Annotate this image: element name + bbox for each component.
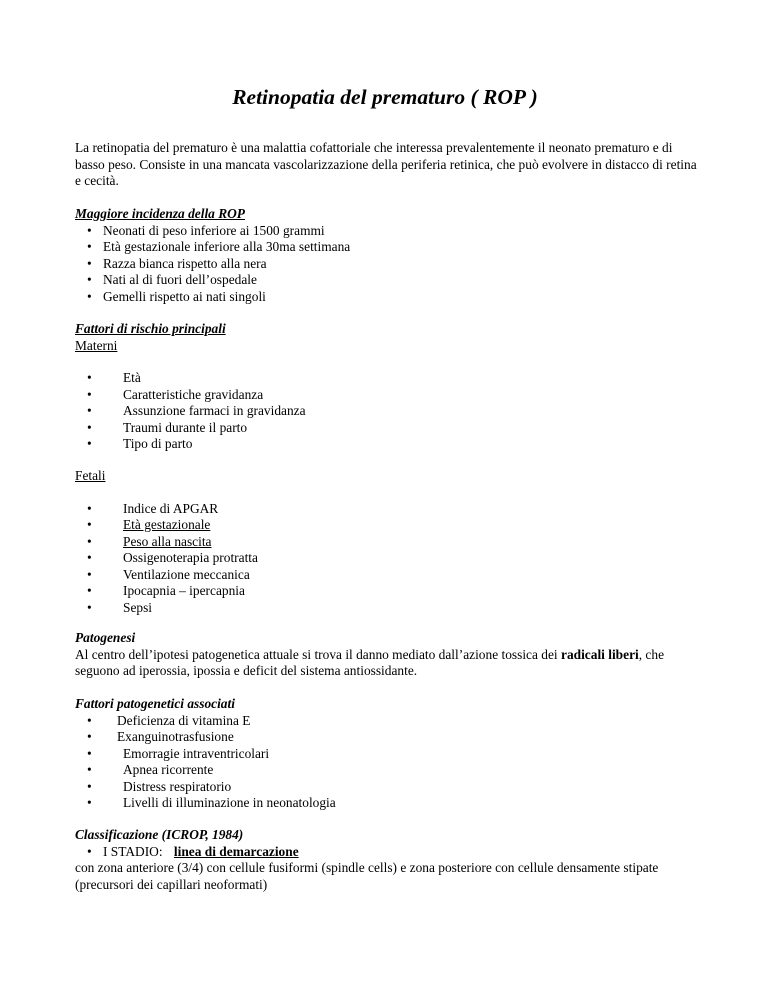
list-item: • Neonati di peso inferiore ai 1500 grammi — [87, 222, 325, 238]
list-item: • Emorragie intraventricolari — [87, 745, 270, 761]
incidence-heading: Maggiore incidenza della ROP — [75, 206, 245, 221]
pathogenesis-heading: Patogenesi — [75, 630, 136, 645]
list-item: • Sepsi — [87, 599, 153, 615]
maternal-label: Materni — [75, 337, 118, 353]
list-item: • Caratteristiche gravidanza — [87, 386, 264, 402]
list-item: • Exanguinotrasfusione — [87, 729, 234, 744]
list-item: • Ossigenoterapia protratta — [87, 550, 258, 565]
classification-section — [75, 827, 705, 893]
incidence-section — [75, 206, 705, 305]
stage-line: • I STADIO: linea di demarcazione — [87, 843, 299, 859]
intro-paragraph: La retinopatia del prematuro è una malattia cofattoriale che interessa prevalentemente il neonato prematuro e di basso peso. Consiste in una mancata vascolarizzazione della periferia retinica, che può evolvere in distacco di retina e cecità. — [75, 140, 697, 188]
classification-heading: Classificazione (ICROP, 1984) — [75, 827, 244, 842]
list-item: • Tipo di parto — [87, 436, 193, 451]
list-item: • Età gestazionale — [87, 517, 211, 532]
document-title: Retinopatia del prematuro ( ROP ) — [232, 85, 538, 109]
list-item: • Età — [87, 370, 141, 385]
associated-section — [75, 696, 705, 812]
fetal-label: Fetali — [75, 468, 106, 483]
list-item: • Ventilazione meccanica — [87, 566, 250, 582]
pathogenesis-text: Al centro dell’ipotesi patogenetica attuale si trova il danno mediato dall’azione tossica dei radicali liberi, che seguono ad iperossia, ipossia e deficit del sistema antiossidante. — [75, 646, 665, 678]
list-item: • Ipocapnia – ipercapnia — [87, 583, 245, 598]
list-item: • Peso alla nascita — [87, 533, 212, 549]
associated-heading: Fattori patogenetici associati — [75, 696, 235, 711]
pathogenesis-section — [75, 630, 705, 680]
fetal-section — [75, 468, 705, 616]
list-item: • Traumi durante il parto — [87, 419, 248, 435]
list-item: • Deficienza di vitamina E — [87, 712, 251, 728]
list-item: • Età gestazionale inferiore alla 30ma settimana — [87, 239, 351, 254]
list-item: • Assunzione farmaci in gravidanza — [87, 403, 306, 418]
list-item: • Distress respiratorio — [87, 778, 232, 794]
list-item: • Razza bianca rispetto alla nera — [87, 255, 267, 271]
risk-section — [75, 321, 705, 453]
risk-heading: Fattori di rischio principali — [75, 321, 226, 336]
list-item: • Nati al di fuori dell’ospedale — [87, 272, 257, 287]
list-item: • Indice di APGAR — [87, 500, 219, 516]
stage-description: con zona anteriore (3/4) con cellule fusiformi (spindle cells) e zona posteriore con cellule densamente stipate (precursori dei capillari neoformati) — [75, 860, 659, 892]
list-item: • Livelli di illuminazione in neonatologia — [87, 795, 336, 810]
list-item: • Gemelli rispetto ai nati singoli — [87, 288, 266, 304]
list-item: • Apnea ricorrente — [87, 762, 214, 777]
